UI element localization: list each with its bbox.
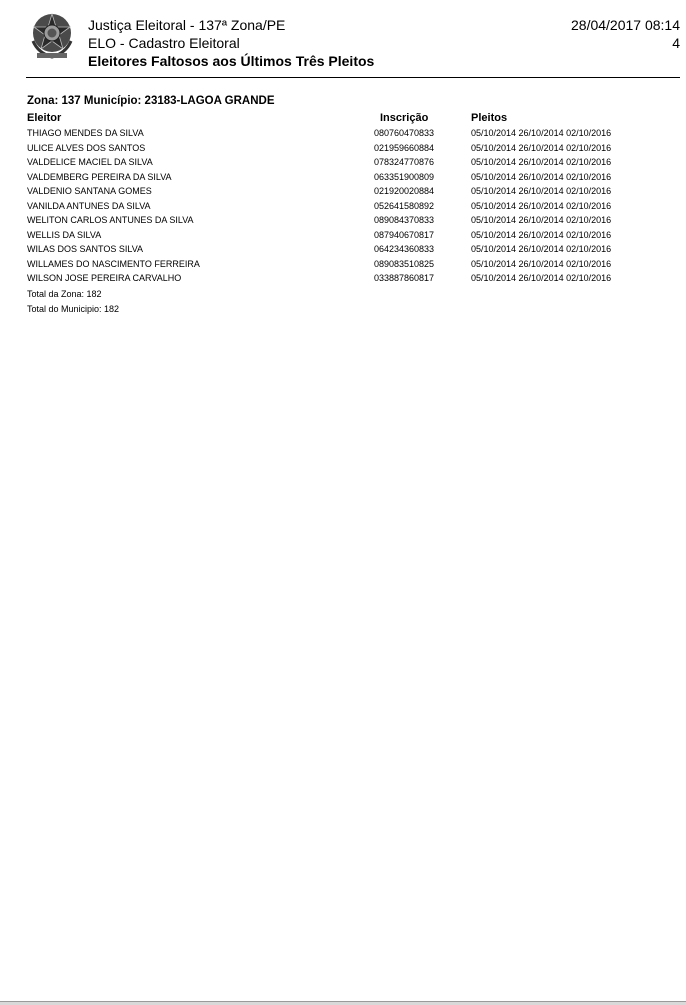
table-row xyxy=(0,243,686,258)
zona-municipio-line: Zona: 137 Município: 23183-LAGOA GRANDE xyxy=(27,95,275,107)
report-title: Eleitores Faltosos aos Últimos Três Pleitos xyxy=(88,53,375,69)
voter-inscricao: 021920020884 xyxy=(374,186,435,196)
header-meta xyxy=(571,16,680,52)
voter-name: VALDEMBERG PEREIRA DA SILVA xyxy=(27,171,172,182)
voter-pleitos: 05/10/2014 26/10/2014 02/10/2016 xyxy=(471,171,612,182)
table-row xyxy=(0,142,686,157)
voter-inscricao: 063351900809 xyxy=(374,171,435,182)
voter-name: WILAS DOS SANTOS SILVA xyxy=(27,244,144,254)
page-bottom-edge xyxy=(0,1001,686,1005)
report-header xyxy=(0,0,686,80)
totals-block xyxy=(27,287,119,316)
voter-name: WELLIS DA SILVA xyxy=(27,229,102,240)
voter-pleitos: 05/10/2014 26/10/2014 02/10/2016 xyxy=(471,128,612,138)
voter-pleitos: 05/10/2014 26/10/2014 02/10/2016 xyxy=(471,186,612,196)
court-title: Justiça Eleitoral - 137ª Zona/PE xyxy=(88,17,286,33)
voter-name: THIAGO MENDES DA SILVA xyxy=(27,128,144,138)
table-row xyxy=(0,156,686,171)
voter-pleitos: 05/10/2014 26/10/2014 02/10/2016 xyxy=(471,157,612,167)
table-row xyxy=(0,200,686,215)
voter-name: ULICE ALVES DOS SANTOS xyxy=(27,142,146,153)
voter-pleitos: 05/10/2014 26/10/2014 02/10/2016 xyxy=(471,200,612,211)
voter-name: VALDELICE MACIEL DA SILVA xyxy=(27,157,153,167)
total-zona: Total da Zona: 182 xyxy=(27,289,102,299)
table-row xyxy=(0,258,686,273)
voter-inscricao: 033887860817 xyxy=(374,273,435,283)
voter-inscricao: 021959660884 xyxy=(374,142,435,153)
voter-inscricao: 052641580892 xyxy=(374,200,435,211)
column-header-eleitor: Eleitor xyxy=(27,112,62,124)
table-row xyxy=(0,229,686,244)
brazil-coat-of-arms-icon xyxy=(29,11,75,61)
voters-table xyxy=(0,127,686,287)
voter-pleitos: 05/10/2014 26/10/2014 02/10/2016 xyxy=(471,273,612,283)
voter-inscricao: 080760470833 xyxy=(374,128,435,138)
header-divider xyxy=(26,77,680,78)
voter-pleitos: 05/10/2014 26/10/2014 02/10/2016 xyxy=(471,142,612,153)
table-row xyxy=(0,185,686,200)
system-title: ELO - Cadastro Eleitoral xyxy=(88,35,240,51)
voter-name: WILSON JOSE PEREIRA CARVALHO xyxy=(27,273,182,283)
table-row xyxy=(0,171,686,186)
table-header xyxy=(0,112,686,126)
voter-pleitos: 05/10/2014 26/10/2014 02/10/2016 xyxy=(471,215,612,225)
column-header-inscricao: Inscrição xyxy=(380,112,429,124)
total-municipio: Total do Municipio: 182 xyxy=(27,303,120,314)
table-row xyxy=(0,127,686,142)
voter-inscricao: 087940670817 xyxy=(374,229,435,240)
voter-name: WELITON CARLOS ANTUNES DA SILVA xyxy=(27,215,194,225)
column-header-pleitos: Pleitos xyxy=(471,112,508,124)
voter-inscricao: 089084370833 xyxy=(374,215,435,225)
table-row xyxy=(0,214,686,229)
voter-inscricao: 089083510825 xyxy=(374,258,435,269)
voter-inscricao: 078324770876 xyxy=(374,157,435,167)
voter-inscricao: 064234360833 xyxy=(374,244,435,254)
voter-pleitos: 05/10/2014 26/10/2014 02/10/2016 xyxy=(471,244,612,254)
table-row xyxy=(0,272,686,287)
header-titles xyxy=(88,16,374,70)
voter-pleitos: 05/10/2014 26/10/2014 02/10/2016 xyxy=(471,229,612,240)
page-number: 4 xyxy=(672,35,680,51)
voter-pleitos: 05/10/2014 26/10/2014 02/10/2016 xyxy=(471,258,612,269)
voter-name: VANILDA ANTUNES DA SILVA xyxy=(27,200,151,211)
voter-name: WILLAMES DO NASCIMENTO FERREIRA xyxy=(27,258,200,269)
report-datetime: 28/04/2017 08:14 xyxy=(571,17,680,33)
voter-name: VALDENIO SANTANA GOMES xyxy=(27,186,152,196)
